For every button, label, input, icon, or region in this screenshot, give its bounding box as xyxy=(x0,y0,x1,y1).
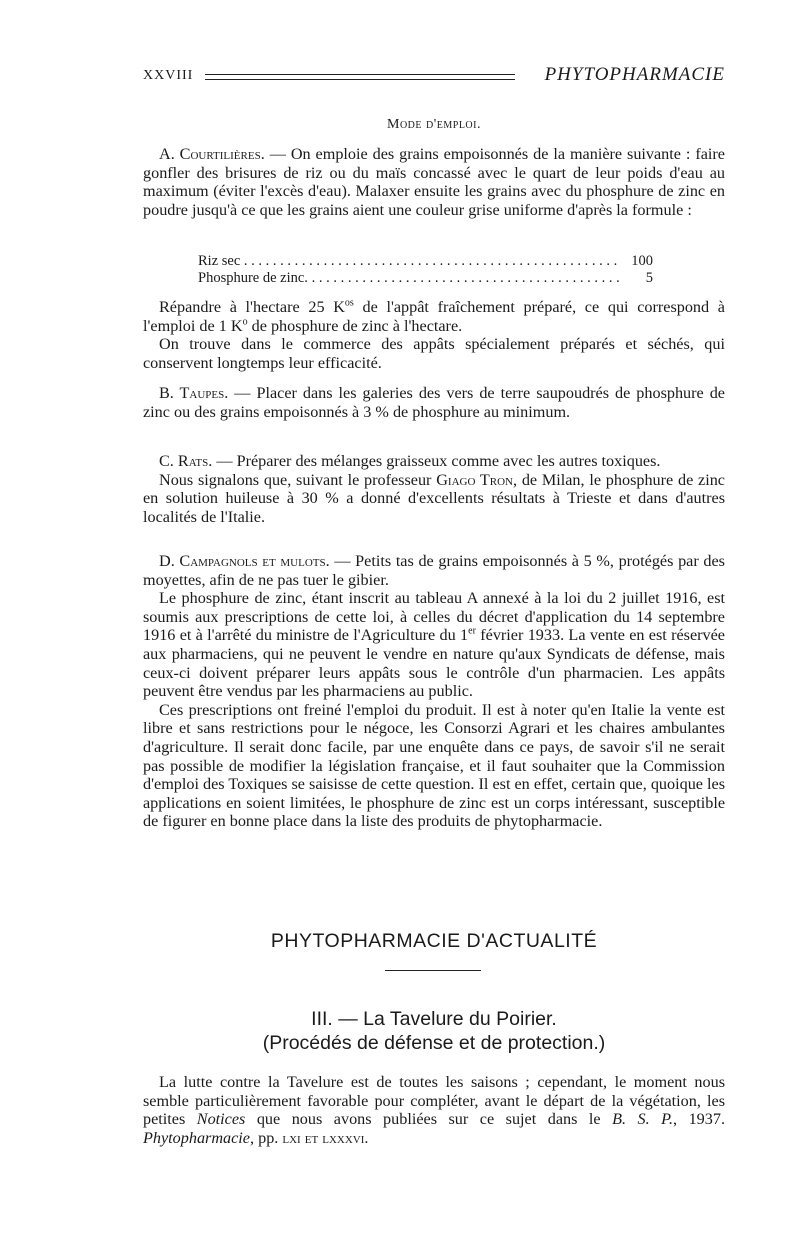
campagnols-p2-a: Le phosphure de zinc, étant inscrit au tableau A annexé à la loi du 2 juillet 1916, est soumis aux prescriptions de cette loi, à celles du décret d'application du 14 septembre 1916 et à l'arrêté du ministre de l'Agriculture du 1 xyxy=(143,589,725,645)
intro-text-a: La lutte contre la Tavelure est de toutes les saisons ; cependant, le moment nous semble particulièrement favorable pour compléter, avant le départ de la végétation, les petites xyxy=(143,1073,725,1129)
superscript: o xyxy=(242,316,248,328)
running-title: PHYTOPHARMACIE xyxy=(544,64,725,85)
campagnols-label: D. Campagnols et mulots. xyxy=(159,552,330,570)
article-title-line1: III. — La Tavelure du Poirier. xyxy=(311,1008,557,1030)
superscript: er xyxy=(468,625,476,637)
page-number: XXVIII xyxy=(143,68,194,83)
article-title xyxy=(143,1007,725,1055)
courtilieres-paragraph xyxy=(143,145,725,219)
rats-p2-b: , de Milan, le phosphure de zinc en solution huileuse à 30 % a donné d'excellents résultats à Trieste et dans d'autres localités de l'Italie. xyxy=(143,470,725,526)
repandre-paragraphs xyxy=(143,298,725,372)
repandre-text-a: Répandre à l'hectare 25 K xyxy=(159,298,345,316)
campagnols-text: — Petits tas de grains empoisonnés à 5 %, protégés par des moyettes, afin de ne pas tuer le gibier. xyxy=(143,552,725,589)
superscript: os xyxy=(344,297,354,309)
section-rule xyxy=(385,970,481,971)
article-title-line2: (Procédés de défense et de protection.) xyxy=(262,1032,606,1054)
formula-value: 5 xyxy=(645,270,653,286)
intro-text-b: que nous avons publiées sur ce sujet dans le xyxy=(245,1110,613,1129)
formula-value: 100 xyxy=(631,253,653,269)
running-header xyxy=(143,64,725,92)
campagnols-paragraphs xyxy=(143,552,725,831)
header-rule xyxy=(205,74,515,80)
campagnols-p3: Ces prescriptions ont freiné l'emploi du produit. Il est à noter qu'en Italie la vente est libre et sans restrictions pour le négoce, les Consorzi Agrari et les chaires ambulantes d'agriculture. Il serait donc facile, par une enquête dans ce pays, de savoir s'il ne serait pas possible de modifier la législation française, et il faut souhaiter que la Commission d'emploi des Toxiques se saisisse de cette question. Il est en effet, certain que, quoique les applications en soient limitées, le phosphure de zinc est un corps intéressant, susceptible de figurer en bonne place dans la liste des produits de phytopharmacie. xyxy=(143,700,725,831)
section-title: PHYTOPHARMACIE D'ACTUALITÉ xyxy=(270,930,598,952)
formula-label: Riz sec . . . xyxy=(198,253,623,270)
campagnols-p2-b: février 1933. La vente en est réservée aux pharmaciens, qui ne peuvent le vendre en nature qu'aux Syndicats de défense, mais ceux-ci doivent préparer leurs appâts sous le contrôle d'un pharmacien. Les appâts peuvent être vendus par les pharmaciens au public. xyxy=(143,626,725,701)
rats-label: C. Rats. xyxy=(159,452,213,470)
formula-row xyxy=(198,253,653,270)
taupes-paragraph xyxy=(143,384,725,421)
intro-text-d: , pp. xyxy=(250,1128,283,1147)
rats-p2-a: Nous signalons que, suivant le professeur xyxy=(159,470,437,489)
article-intro xyxy=(143,1073,725,1147)
mode-emploi-heading: Mode d'emploi. xyxy=(387,117,481,132)
taupes-text: — Placer dans les galeries des vers de terre saupoudrés de phosphure de zinc ou des grains empoisonnés à 3 % de phosphure au minimum. xyxy=(143,384,725,421)
intro-notices: Notices xyxy=(196,1110,246,1129)
intro-phyto: Phytopharmacie xyxy=(143,1128,250,1147)
repandre-p2: On trouve dans le commerce des appâts spécialement préparés et séchés, qui conservent longtemps leur efficacité. xyxy=(143,335,725,372)
courtilieres-text: — On emploie des grains empoisonnés de la manière suivante : faire gonfler des brisures de riz ou du maïs concassé avec le quart de leur poids d'eau au maximum (éviter l'excès d'eau). Malaxer ensuite les grains avec du phosphure de zinc en poudre jusqu'à ce que les grains aient une couleur grise uniforme d'après la formule : xyxy=(143,145,725,219)
formula-table xyxy=(198,253,653,287)
intro-text-c: , 1937. xyxy=(673,1110,726,1129)
rats-paragraphs xyxy=(143,452,725,526)
formula-label: Phosphure de zinc. . . . xyxy=(198,270,623,287)
courtilieres-label: A. Courtilières. xyxy=(159,145,265,163)
professor-name: Giago Tron xyxy=(436,470,513,489)
formula-row xyxy=(198,270,653,287)
rats-text: — Préparer des mélanges graisseux comme avec les autres toxiques. xyxy=(212,452,661,470)
intro-bsp: B. S. P. xyxy=(612,1110,674,1129)
intro-pages: lxi et lxxxvi. xyxy=(282,1128,369,1147)
repandre-text-c: de phosphure de zinc à l'hectare. xyxy=(247,316,463,335)
taupes-label: B. Taupes. xyxy=(159,384,229,402)
repandre-text-b: de l'appât fraîchement préparé, ce qui correspond à l'emploi de 1 K xyxy=(143,298,725,335)
